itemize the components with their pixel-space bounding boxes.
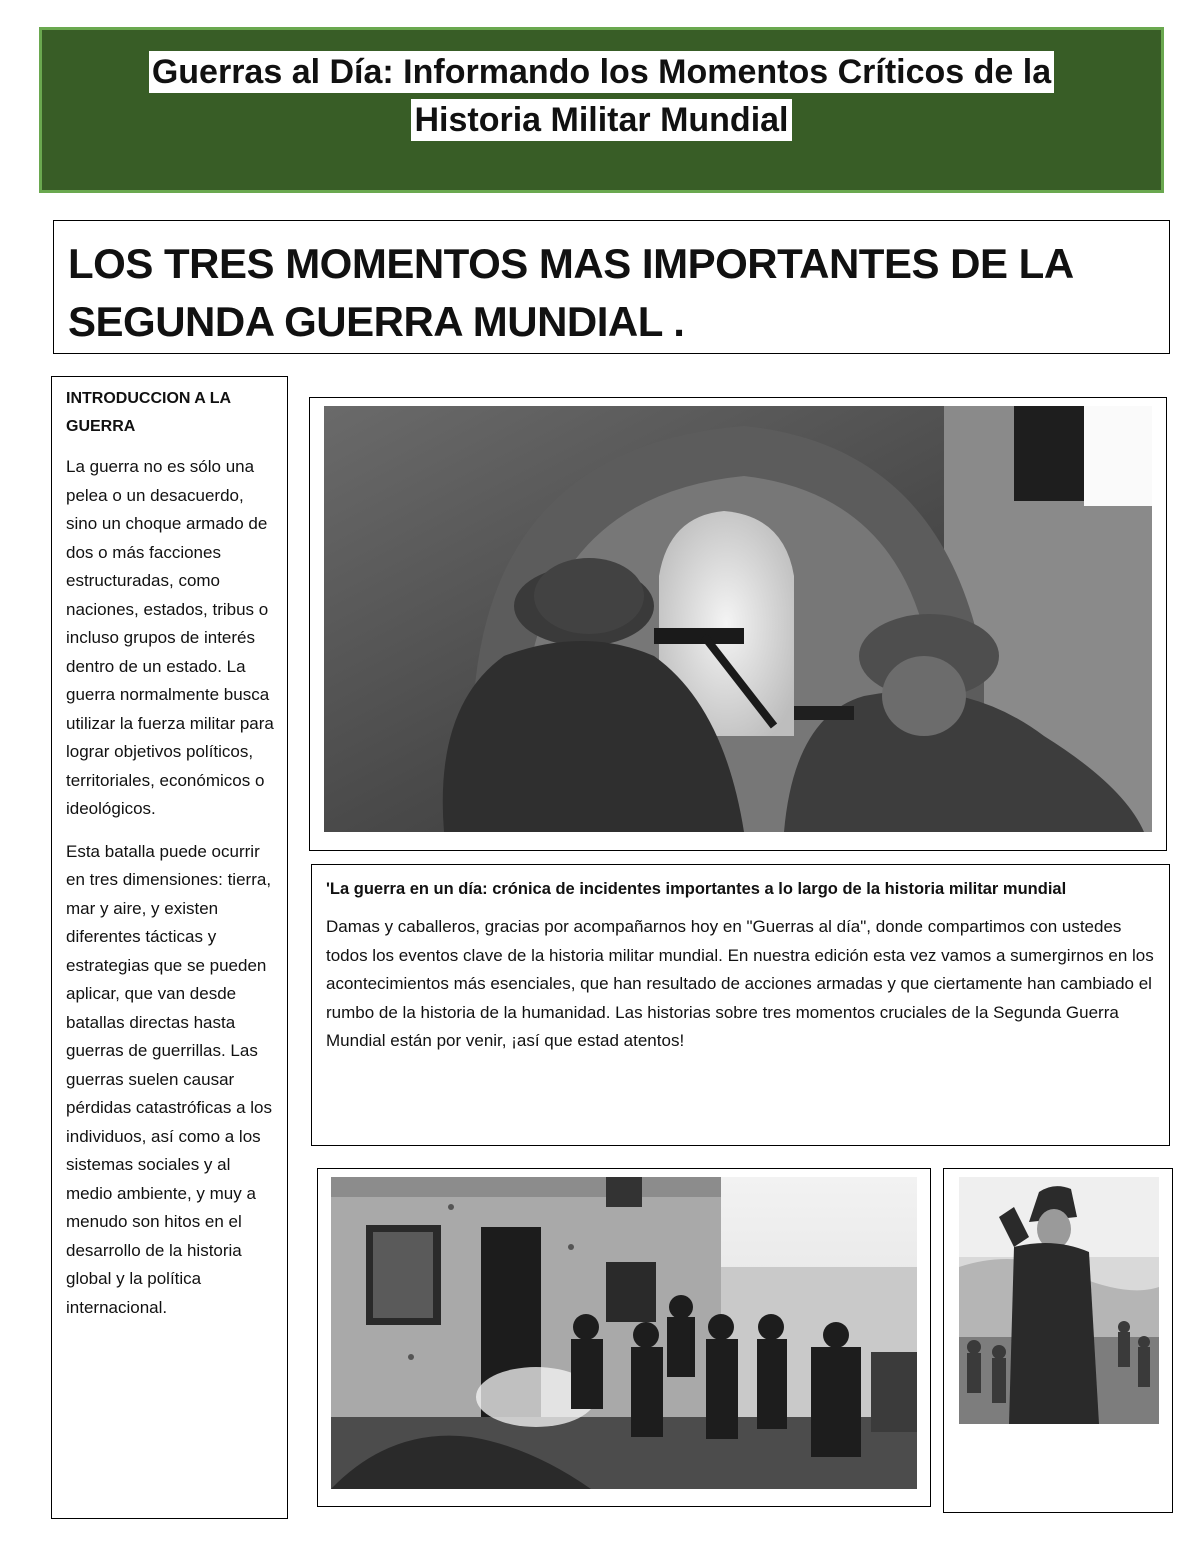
intro-sidebar bbox=[51, 376, 288, 1519]
article-body: Damas y caballeros, gracias por acompañarnos hoy en "Guerras al día", donde compartimos con ustedes todos los eventos clave de la historia militar mundial. En nuestra edición esta vez vamos a sumergirnos en los acontecimientos más esenciales, que han resultado de acciones armadas y que ciertamente han cambiado el rumbo de la historia de la humanidad. Las historias sobre tres momentos cruciales de la Segunda Guerra Mundial están por venir, ¡así que estad atentos! bbox=[326, 917, 1154, 1050]
bottom-left-photo-frame bbox=[317, 1168, 931, 1507]
sidebar-paragraph-1: La guerra no es sólo una pelea o un desacuerdo, sino un choque armado de dos o más facciones estructuradas, como naciones, estados, tribus o incluso grupos de interés dentro de un estado. La guerra normalmente busca utilizar la fuerza militar para lograr objetivos políticos, territoriales, económicos o ideológicos. bbox=[66, 457, 274, 818]
sidebar-paragraph-2: Esta batalla puede ocurrir en tres dimensiones: tierra, mar y aire, y existen diferentes tácticas y estrategias que se pueden aplicar, que van desde batallas directas hasta guerras de guerrillas. Las guerras suelen causar pérdidas catastróficas a los individuos, así como a los sistemas sociales y al medio ambiente, y muy a menudo son hitos en el desarrollo de la historia global y la política internacional. bbox=[66, 841, 272, 1317]
soldiers-arch-photo bbox=[324, 406, 1152, 832]
bottom-right-photo-frame bbox=[943, 1168, 1173, 1513]
sidebar-heading: INTRODUCCION A LA GUERRA bbox=[66, 390, 231, 435]
masthead-title-line2: Historia Militar Mundial bbox=[411, 99, 791, 141]
intro-article bbox=[311, 864, 1170, 1146]
officer-salute-photo bbox=[959, 1177, 1159, 1424]
masthead-banner bbox=[39, 27, 1164, 193]
article-heading: 'La guerra en un día: crónica de incidentes importantes a lo largo de la historia militar mundial bbox=[326, 880, 1067, 898]
page-headline: LOS TRES MOMENTOS MAS IMPORTANTES DE LA SEGUNDA GUERRA MUNDIAL . bbox=[68, 240, 1073, 345]
headline-box bbox=[53, 220, 1170, 354]
top-photo-frame bbox=[309, 397, 1167, 851]
masthead-title-line1: Guerras al Día: Informando los Momentos Críticos de la bbox=[149, 51, 1054, 93]
street-battle-photo bbox=[331, 1177, 917, 1489]
